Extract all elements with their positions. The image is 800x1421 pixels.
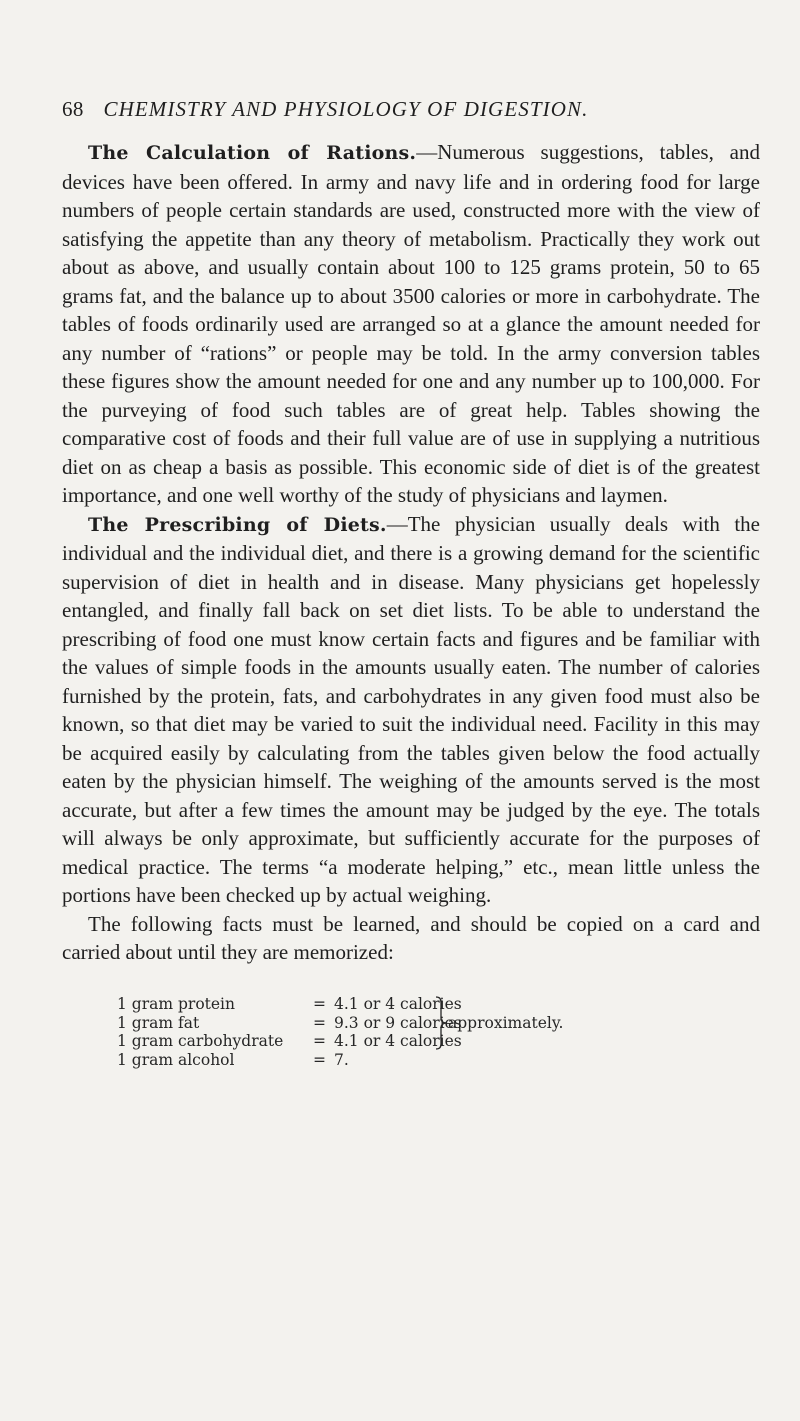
page-number: 68 (62, 97, 84, 121)
fact-equals: = (313, 1050, 326, 1069)
fact-label: 1 gram alcohol (117, 1050, 235, 1069)
fact-label: 1 gram protein (117, 995, 235, 1013)
paragraph-calculation-of-rations (62, 138, 760, 510)
paragraph-prescribing-of-diets (62, 510, 760, 910)
fact-label: 1 gram fat (117, 1013, 200, 1032)
paragraph-text: The following facts must be learned, and should be copied on a card and carried about until they are memorized: (62, 911, 760, 964)
paragraph-text: —Numerous suggestions, tables, and devices have been offered. In army and navy life and in ordering food for large numbers of people certain standards are used, constructed more with the view of satisfying the appetite than any theory of metabolism. Practically they work out about as above, and usually contain about 100 to 125 grams protein, 50 to 65 grams fat, and the balance up to about 3500 calories or more in carbohydrate. The tables of foods ordinarily used are arranged so at a glance the amount needed for any number of “rations” or people may be told. In the army conversion tables these figures show the amount needed for one and any number up to 100,000. For the purveying of food such tables are of great help. Tables showing the comparative cost of foods and their full value are of use in supplying a nutritious diet on as cheap a basis as possible. This economic side of diet is of the greatest importance, and one well worthy of the study of physicians and laymen. (62, 140, 761, 507)
fact-value: 7. (334, 1050, 349, 1069)
section-heading: The Prescribing of Diets. (88, 513, 387, 536)
fact-equals: = (313, 1032, 326, 1050)
paragraph-following-facts (62, 910, 760, 967)
section-heading: The Calculation of Rations. (88, 142, 417, 164)
fact-label: 1 gram carbohydrate (117, 1032, 284, 1050)
fact-equals: = (313, 1013, 326, 1032)
fact-value: 9.3 or 9 calories (334, 1013, 462, 1032)
paragraph-text: —The physician usually deals with the individual and the individual diet, and there is a growing demand for the scientific supervision of diet in health and in disease. Many physicians get hopelessly entangled, and finally fall back on set diet lists. To be able to understand the prescribing of food one must know certain facts and figures and be familiar with the values of simple foods in the amounts usually eaten. The number of calories furnished by the protein, fats, and carbohydrates in any given food must also be known, so that diet may be varied to suit the individual need. Facility in this may be acquired easily by calculating from the tables given below the food actually eaten by the physician himself. The weighing of the amounts served is the most accurate, but after a few times the amount may be judged by the eye. The totals will always be only approximate, but sufficiently accurate for the purposes of medical practice. The terms “a moderate helping,” etc., mean little unless the portions have been checked up by actual weighing. (62, 511, 760, 907)
right-brace-icon (435, 995, 449, 1051)
running-title: CHEMISTRY AND PHYSIOLOGY OF DIGESTION. (103, 97, 589, 121)
fact-equals: = (313, 995, 326, 1013)
fact-value: 4.1 or 4 calories (334, 1032, 462, 1050)
approximately-note: approximately. (448, 1013, 564, 1032)
body-text (62, 138, 760, 967)
fact-value: 4.1 or 4 calories (334, 995, 462, 1013)
running-header (62, 97, 762, 122)
